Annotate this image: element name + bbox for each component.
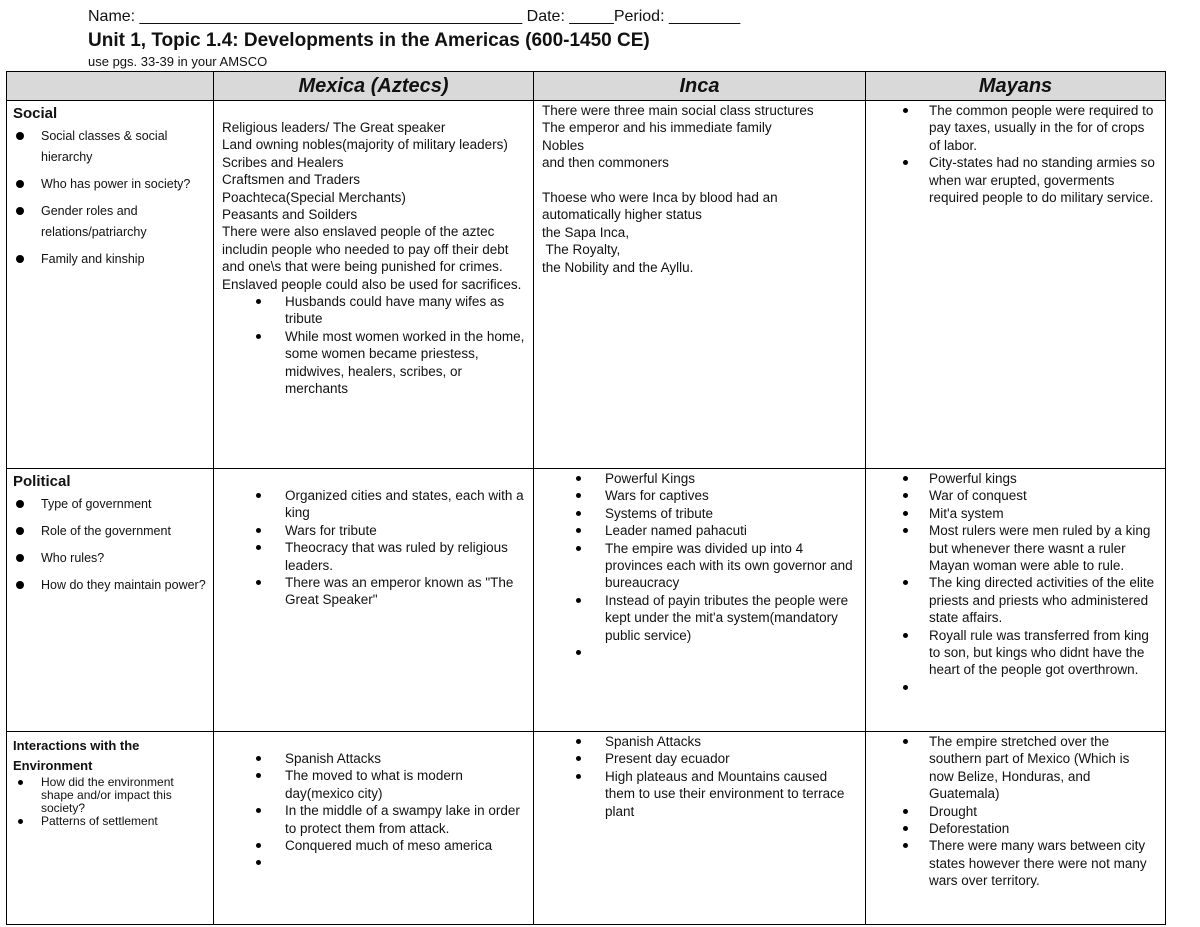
- prompt-item: How do they maintain power?: [13, 575, 207, 596]
- worksheet-title: Unit 1, Topic 1.4: Developments in the Americas (600-1450 CE): [88, 30, 650, 51]
- worksheet-subtitle: use pgs. 33-39 in your AMSCO: [88, 54, 268, 69]
- bullet-item: Drought: [874, 803, 1157, 820]
- environment-aztecs-cell[interactable]: [214, 732, 534, 925]
- row-header-political: [7, 469, 214, 732]
- text-line: Enslaved people could also be used for sacrifices.: [222, 276, 522, 292]
- text-line: the Sapa Inca,: [542, 224, 630, 240]
- social-inca-cell[interactable]: [534, 101, 866, 469]
- bullet-item: [874, 679, 1157, 696]
- bullet-item: Mit'a system: [874, 505, 1157, 522]
- text-line: Craftsmen and Traders: [222, 172, 361, 188]
- text-line: There were also enslaved people of the aztec includin people who needed to pay off their debt and one\s that were being punished for crimes.: [222, 224, 509, 275]
- text-line: Religious leaders/ The Great speaker: [222, 120, 446, 135]
- bullet-item: Spanish Attacks: [222, 750, 525, 767]
- column-header-mayans: Mayans: [866, 72, 1166, 101]
- column-header-inca: Inca: [534, 72, 866, 101]
- environment-inca-cell[interactable]: [534, 732, 866, 925]
- bullet-item: [222, 854, 525, 871]
- text-line: Thoese who were Inca by blood had an automatically higher status: [542, 190, 778, 223]
- bullet-item: [542, 644, 857, 661]
- bullet-item: The common people were required to pay taxes, usually in the for of crops of labor.: [874, 102, 1157, 154]
- bullet-item: Systems of tribute: [542, 505, 857, 522]
- prompt-item: Social classes & social hierarchy: [13, 126, 207, 168]
- text-line: The Royalty,: [542, 242, 621, 258]
- row-header-social: [7, 101, 214, 469]
- text-line: Nobles: [542, 137, 585, 153]
- bullet-item: Most rulers were men ruled by a king but whenever there wasnt a ruler Mayan woman were able to rule.: [874, 522, 1157, 574]
- bullet-item: City-states had no standing armies so when war erupted, goverments required people to do military service.: [874, 154, 1157, 206]
- text-line: Peasants and Soilders: [222, 207, 358, 223]
- text-line: the Nobility and the Ayllu.: [542, 259, 694, 275]
- bullet-item: While most women worked in the home, some women became priestess, midwives, healers, scribes, or merchants: [222, 328, 525, 398]
- bullet-item: Organized cities and states, each with a king: [222, 487, 525, 522]
- bullet-item: The empire stretched over the southern part of Mexico (Which is now Belize, Honduras, and Guatemala): [874, 733, 1157, 803]
- bullet-item: Husbands could have many wifes as tribute: [222, 293, 525, 328]
- social-mayans-cell[interactable]: [866, 101, 1166, 469]
- prompt-item: Family and kinship: [13, 249, 207, 270]
- name-date-period-line[interactable]: Name: ___________________________________________ Date: _____Period: ________: [88, 8, 741, 25]
- political-inca-cell[interactable]: [534, 469, 866, 732]
- text-line: There were three main social class structures: [542, 103, 814, 118]
- bullet-item: War of conquest: [874, 487, 1157, 504]
- bullet-item: There was an emperor known as "The Great Speaker": [222, 574, 525, 609]
- bullet-item: Wars for captives: [542, 487, 857, 504]
- text-line: Scribes and Healers: [222, 154, 344, 170]
- bullet-item: Powerful kings: [874, 470, 1157, 487]
- bullet-item: Spanish Attacks: [542, 733, 857, 750]
- environment-mayans-cell[interactable]: [866, 732, 1166, 925]
- bullet-item: There were many wars between city states however there were not many wars over territory.: [874, 837, 1157, 889]
- political-mayans-cell[interactable]: [866, 469, 1166, 732]
- prompt-item: Gender roles and relations/patriarchy: [13, 201, 207, 243]
- column-header-aztecs: Mexica (Aztecs): [214, 72, 534, 101]
- row-title: Political: [13, 473, 71, 490]
- bullet-item: Royall rule was transferred from king to son, but kings who didnt have the heart of the people got overthrown.: [874, 627, 1157, 679]
- text-line: and then commoners: [542, 155, 669, 171]
- bullet-item: Leader named pahacuti: [542, 522, 857, 539]
- bullet-item: Present day ecuador: [542, 750, 857, 767]
- bullet-item: Conquered much of meso america: [222, 837, 525, 854]
- bullet-item: Theocracy that was ruled by religious leaders.: [222, 539, 525, 574]
- prompt-item: Who has power in society?: [13, 174, 207, 195]
- comparison-table: [6, 71, 1166, 925]
- prompt-item: Type of government: [13, 494, 207, 515]
- prompt-item: Patterns of settlement: [13, 815, 207, 828]
- political-aztecs-cell[interactable]: [214, 469, 534, 732]
- prompt-item: Who rules?: [13, 548, 207, 569]
- row-header-environment: [7, 732, 214, 925]
- text-line: The emperor and his immediate family: [542, 120, 772, 136]
- social-aztecs-cell[interactable]: [214, 101, 534, 469]
- bullet-item: In the middle of a swampy lake in order to protect them from attack.: [222, 802, 525, 837]
- header-blank-cell: [7, 72, 214, 101]
- bullet-item: Wars for tribute: [222, 522, 525, 539]
- bullet-item: High plateaus and Mountains caused them to use their environment to terrace plant: [542, 768, 857, 820]
- bullet-item: The king directed activities of the elite priests and priests who administered state affairs.: [874, 574, 1157, 626]
- bullet-item: Powerful Kings: [542, 470, 857, 487]
- bullet-item: The empire was divided up into 4 provinces each with its own governor and bureaucracy: [542, 540, 857, 592]
- row-title: Social: [13, 105, 58, 122]
- text-line: Land owning nobles(majority of military leaders): [222, 137, 508, 153]
- bullet-item: Instead of payin tributes the people were kept under the mit'a system(mandatory public service): [542, 592, 857, 644]
- prompt-item: Role of the government: [13, 521, 207, 542]
- bullet-item: The moved to what is modern day(mexico city): [222, 767, 525, 802]
- text-line: Poachteca(Special Merchants): [222, 189, 406, 205]
- row-title: Interactions with the Environment: [13, 738, 140, 773]
- prompt-item: How did the environment shape and/or impact this society?: [13, 776, 207, 815]
- bullet-item: Deforestation: [874, 820, 1157, 837]
